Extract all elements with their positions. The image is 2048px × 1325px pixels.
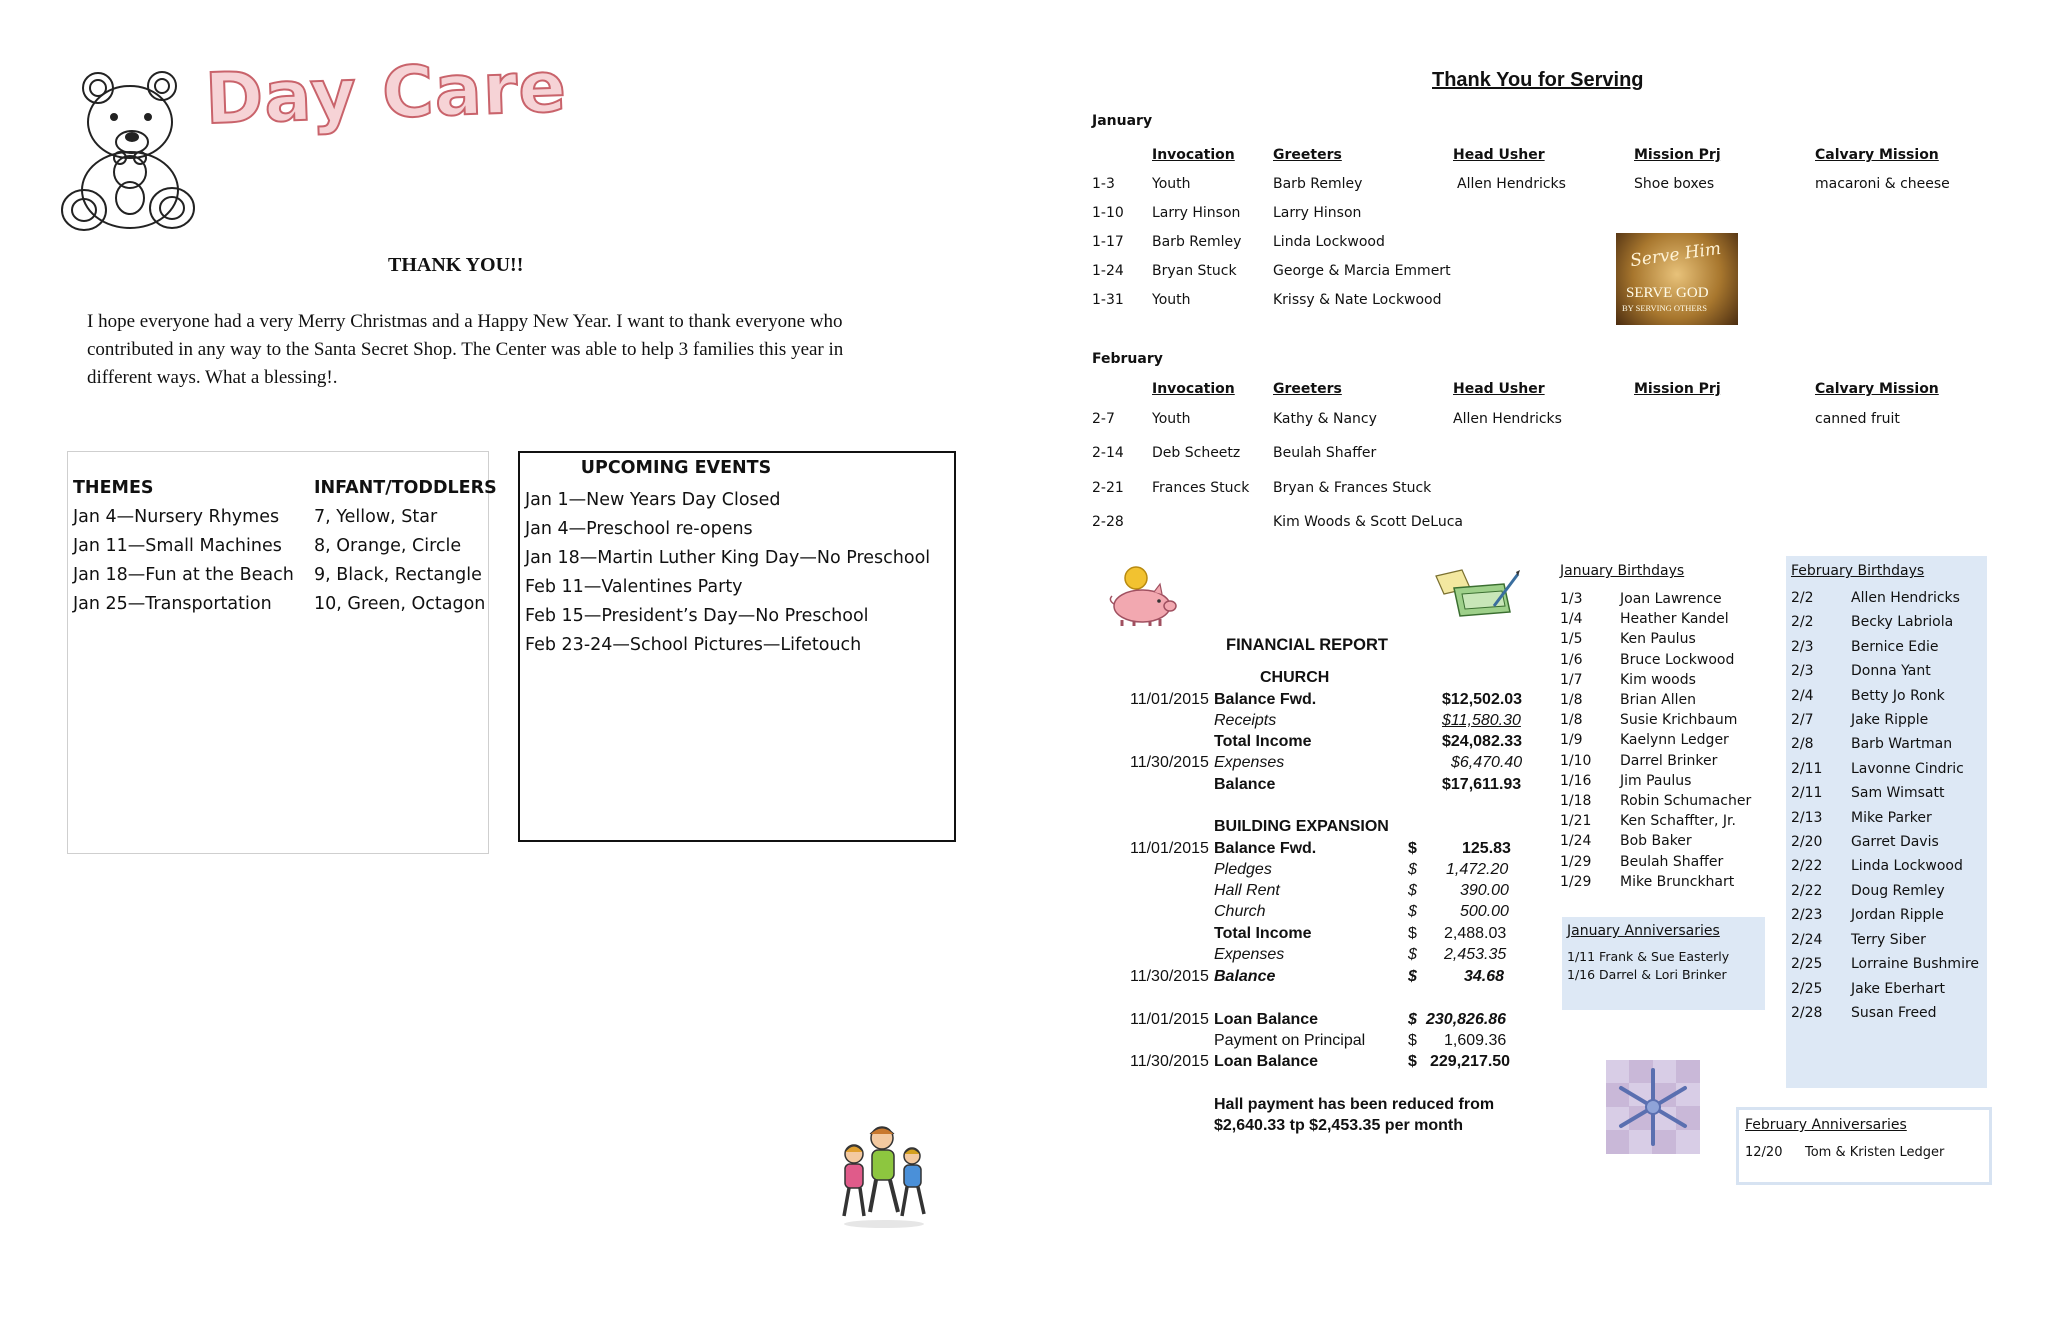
birthday-row [1791,830,1979,854]
birthday-row [1560,670,1751,690]
currency-sign: $ [1408,946,1417,963]
church-balance-value: $17,611.93 [1442,776,1522,793]
jan-row-greeters: George & Marcia Emmert [1273,263,1451,279]
currency-sign: $ [1408,861,1417,878]
birthday-row [1791,879,1979,903]
feb-row-invocation: Frances Stuck [1152,480,1250,496]
church-date-start: 11/01/2015 [1130,691,1209,708]
birthday-date: 2/25 [1791,956,1823,973]
birthday-name: Linda Lockwood [1851,858,1963,875]
jan-row-invocation: Barb Remley [1152,234,1242,250]
february-anniversaries-title: February Anniversaries [1745,1117,1907,1133]
jan-row-greeters: Barb Remley [1273,176,1363,192]
birthday-row [1560,730,1751,750]
building-row-value: 2,453.35 [1444,946,1507,963]
building-row-label: Expenses [1214,946,1285,963]
birthday-name: Allen Hendricks [1851,590,1960,606]
birthday-date: 1/7 [1560,671,1583,688]
running-kids-illustration [832,1124,932,1230]
infant-item: 8, Orange, Circle [314,536,462,556]
birthday-name: Donna Yant [1851,663,1931,680]
birthday-row [1560,811,1751,831]
birthday-date: 1/21 [1560,813,1592,830]
birthday-row [1791,781,1979,805]
jan-row-invocation: Bryan Stuck [1152,263,1237,279]
birthday-date: 1/24 [1560,833,1592,850]
jan-row-greeters: Larry Hinson [1273,205,1362,221]
birthday-date: 1/4 [1560,611,1583,628]
loan-balance-start-value: 230,826.86 [1426,1011,1507,1028]
feb-row-invocation: Deb Scheetz [1152,445,1241,461]
feb-row-greeters: Kim Woods & Scott DeLuca [1273,514,1463,530]
jan-row-greeters: Linda Lockwood [1273,234,1385,250]
birthday-date: 2/22 [1791,882,1823,899]
birthday-row [1791,854,1979,878]
feb-row-calvary: canned fruit [1815,411,1900,427]
loan-date-start: 11/01/2015 [1130,1011,1209,1028]
theme-item: Jan 18—Fun at the Beach [73,565,294,585]
birthday-name: Jake Ripple [1851,712,1929,729]
jan-row-invocation: Larry Hinson [1152,205,1241,221]
building-row-value: 390.00 [1460,882,1509,899]
jan-row-mission: Shoe boxes [1634,176,1715,192]
building-row-label: Total Income [1214,925,1312,942]
birthday-date: 2/4 [1791,687,1814,704]
birthday-row [1560,710,1751,730]
theme-item: Jan 25—Transportation [73,594,272,614]
anniversary-item: 1/11 Frank & Sue Easterly [1567,949,1730,964]
february-birthdays-title: February Birthdays [1791,563,1925,579]
feb-row-usher: Allen Hendricks [1453,411,1562,427]
infant-header: INFANT/TODDLERS [314,478,497,498]
birthday-row [1560,650,1751,670]
birthday-date: 1/18 [1560,793,1592,810]
building-row-value: 2,488.03 [1444,925,1507,942]
feb-row-invocation: Youth [1152,411,1191,427]
jan-row-usher: Allen Hendricks [1457,176,1566,192]
church-total-income-label: Total Income [1214,733,1312,750]
birthday-row [1560,609,1751,629]
feb-row-date: 2-7 [1092,411,1115,427]
feb-row-greeters: Bryan & Frances Stuck [1273,480,1432,496]
birthday-name: Bruce Lockwood [1620,651,1735,668]
birthday-row [1560,629,1751,649]
hall-payment-note-line2: $2,640.33 tp $2,453.35 per month [1214,1117,1464,1134]
birthday-row [1791,610,1979,634]
january-anniversaries-title: January Anniversaries [1567,923,1720,939]
birthday-name: Susie Krichbaum [1620,712,1738,729]
events-title: UPCOMING EVENTS [580,458,772,478]
birthday-name: Susan Freed [1851,1004,1937,1021]
birthday-name: Brian Allen [1620,692,1696,709]
birthday-row [1791,928,1979,952]
money-icon [1432,566,1524,622]
building-row-value: 1,472.20 [1446,861,1509,878]
event-item: Jan 1—New Years Day Closed [525,490,781,510]
february-birthdays-panel [1786,556,1987,1088]
payment-principal-label: Payment on Principal [1214,1032,1366,1049]
birthday-name: Joan Lawrence [1620,591,1722,607]
birthday-date: 2/28 [1791,1004,1823,1021]
serving-others-text: BY SERVING OTHERS [1622,303,1707,313]
birthday-date: 2/20 [1791,834,1823,851]
theme-item: Jan 4—Nursery Rhymes [73,507,280,527]
birthday-row [1791,635,1979,659]
jan-row-invocation: Youth [1152,292,1191,308]
building-row-label: Church [1214,903,1266,920]
loan-balance-label: Loan Balance [1214,1011,1319,1028]
birthday-name: Mike Brunckhart [1620,873,1735,890]
infant-column [314,474,497,619]
birthday-name: Robin Schumacher [1620,793,1752,810]
daycare-title: Day Care [203,45,569,141]
building-row-label: Balance [1214,968,1276,985]
birthday-row [1560,852,1751,872]
february-birthdays-list [1791,586,1979,1025]
col-invocation: Invocation [1152,147,1235,163]
currency-sign: $ [1408,882,1417,899]
building-row-label: Hall Rent [1214,882,1280,899]
jan-row-invocation: Youth [1152,176,1191,192]
birthday-row [1791,708,1979,732]
currency-sign: $ [1408,840,1417,857]
building-date-end: 11/30/2015 [1130,968,1209,985]
birthday-name: Beulah Shaffer [1620,853,1724,870]
anniversary-item: 1/16 Darrel & Lori Brinker [1567,967,1727,982]
loan-balance-label: Loan Balance [1214,1053,1319,1070]
birthday-name: Terry Siber [1851,931,1926,948]
birthday-name: Ken Paulus [1620,631,1696,648]
birthday-row [1560,589,1751,609]
birthday-name: Barb Wartman [1851,736,1953,753]
birthday-row [1791,952,1979,976]
thankyou-heading: THANK YOU!! [388,254,524,276]
jan-row-date: 1-10 [1092,205,1124,221]
upcoming-events-box [518,451,956,842]
event-item: Feb 15—President’s Day—No Preschool [525,606,869,626]
col-calvary-mission: Calvary Mission [1815,381,1939,397]
building-row-value: 125.83 [1462,840,1511,857]
birthday-date: 1/29 [1560,873,1592,890]
snowflake-quilt-icon [1606,1060,1700,1154]
event-item: Jan 18—Martin Luther King Day—No Preschool [525,548,931,568]
loan-balance-end-value: 229,217.50 [1430,1053,1511,1070]
birthday-row [1791,977,1979,1001]
jan-row-date: 1-3 [1092,176,1115,192]
event-item: Feb 11—Valentines Party [525,577,743,597]
feb-row-greeters: Beulah Shaffer [1273,445,1377,461]
birthday-date: 2/25 [1791,980,1823,997]
feb-row-greeters: Kathy & Nancy [1273,411,1377,427]
col-greeters: Greeters [1273,381,1342,397]
birthday-name: Jim Paulus [1620,772,1692,789]
church-receipts-label: Receipts [1214,712,1277,729]
loan-date-end: 11/30/2015 [1130,1053,1209,1070]
birthday-name: Garret Davis [1851,834,1939,851]
teddy-bear-illustration [58,62,198,237]
anniversary-date: 12/20 [1745,1145,1783,1160]
building-row-label: Pledges [1214,861,1272,878]
jan-row-greeters: Krissy & Nate Lockwood [1273,292,1442,308]
january-birthdays-list [1560,589,1751,892]
birthday-name: Lavonne Cindric [1851,760,1964,777]
january-anniversaries-panel [1562,917,1765,1010]
currency-sign: $ [1408,1032,1417,1049]
anniversary-name: Tom & Kristen Ledger [1805,1145,1945,1160]
themes-box [67,451,497,854]
building-heading: BUILDING EXPANSION [1214,818,1389,835]
themes-header: THEMES [73,478,154,498]
birthday-row [1560,831,1751,851]
birthday-date: 2/3 [1791,663,1814,680]
jan-row-date: 1-31 [1092,292,1124,308]
building-row-value: 34.68 [1464,968,1505,985]
jan-row-date: 1-17 [1092,234,1124,250]
birthday-name: Betty Jo Ronk [1851,687,1945,704]
currency-sign: $ [1408,925,1417,942]
jan-row-calvary: macaroni & cheese [1815,176,1950,192]
birthday-date: 1/10 [1560,752,1592,769]
birthday-date: 2/22 [1791,858,1823,875]
birthday-row [1791,903,1979,927]
building-row-label: Balance Fwd. [1214,840,1317,857]
birthday-name: Bob Baker [1620,833,1692,850]
birthday-name: Doug Remley [1851,882,1945,899]
church-expenses-label: Expenses [1214,754,1285,771]
church-heading: CHURCH [1260,669,1330,686]
birthday-date: 2/24 [1791,931,1823,948]
birthday-row [1791,806,1979,830]
building-date-start: 11/01/2015 [1130,840,1209,857]
birthday-date: 2/8 [1791,736,1814,753]
col-invocation: Invocation [1152,381,1235,397]
col-calvary-mission: Calvary Mission [1815,147,1939,163]
birthday-name: Ken Schaffter, Jr. [1620,813,1736,830]
january-birthdays-title: January Birthdays [1560,563,1685,579]
serve-god-image [1616,233,1738,325]
birthday-date: 2/3 [1791,638,1814,655]
infant-item: 7, Yellow, Star [314,507,438,527]
birthday-row [1560,872,1751,892]
church-balance-label: Balance [1214,776,1276,793]
col-greeters: Greeters [1273,147,1342,163]
currency-sign: $ [1408,903,1417,920]
birthday-row [1791,586,1979,610]
birthday-date: 2/2 [1791,590,1814,606]
birthday-date: 1/29 [1560,853,1592,870]
hall-payment-note-line1: Hall payment has been reduced from [1214,1096,1495,1113]
birthday-date: 1/16 [1560,772,1592,789]
birthday-name: Kim woods [1620,671,1696,688]
birthday-name: Mike Parker [1851,809,1932,826]
birthday-row [1791,757,1979,781]
currency-sign: $ [1408,1053,1417,1070]
birthday-date: 1/6 [1560,651,1583,668]
birthday-name: Becky Labriola [1851,614,1954,631]
financial-report-title: FINANCIAL REPORT [1226,636,1388,654]
feb-row-date: 2-21 [1092,480,1124,496]
birthday-name: Bernice Edie [1851,638,1939,655]
col-mission-prj: Mission Prj [1634,381,1721,397]
serving-title: Thank You for Serving [1432,69,1644,91]
birthday-date: 1/9 [1560,732,1583,749]
col-mission-prj: Mission Prj [1634,147,1721,163]
february-anniversaries-panel [1736,1107,1992,1185]
birthday-date: 2/11 [1791,760,1823,777]
church-expenses-value: $6,470.40 [1451,754,1523,771]
birthday-row [1560,751,1751,771]
birthday-name: Jordan Ripple [1851,907,1944,924]
birthday-row [1560,771,1751,791]
birthday-row [1560,690,1751,710]
birthday-date: 1/3 [1560,591,1583,607]
church-date-end: 11/30/2015 [1130,754,1209,771]
feb-row-date: 2-28 [1092,514,1124,530]
birthday-row [1791,684,1979,708]
birthday-row [1560,791,1751,811]
infant-item: 10, Green, Octagon [314,594,486,614]
themes-column [73,474,294,619]
building-row-value: 500.00 [1460,903,1509,920]
birthday-row [1791,1001,1979,1025]
birthday-date: 1/5 [1560,631,1583,648]
col-head-usher: Head Usher [1453,381,1545,397]
currency-sign: $ [1408,968,1417,985]
birthday-name: Heather Kandel [1620,611,1729,628]
birthday-row [1791,732,1979,756]
church-total-income-value: $24,082.33 [1442,733,1523,750]
payment-principal-value: 1,609.36 [1444,1032,1507,1049]
theme-item: Jan 11—Small Machines [73,536,282,556]
serve-god-text: SERVE GOD [1626,285,1709,301]
currency-sign: $ [1408,1011,1417,1028]
birthday-date: 2/23 [1791,907,1823,924]
piggy-bank-icon [1104,566,1180,628]
intro-paragraph: I hope everyone had a very Merry Christmas and a Happy New Year. I want to thank everyone who contributed in any way to the Santa Secret Shop. The Center was able to help 3 families this year in different ways. What a blessing!. [87,311,844,388]
church-balance-fwd-label: Balance Fwd. [1214,691,1317,708]
events-list [525,486,930,660]
birthday-name: Sam Wimsatt [1851,785,1945,802]
jan-row-date: 1-24 [1092,263,1124,279]
birthday-date: 1/8 [1560,692,1583,709]
birthday-name: Kaelynn Ledger [1620,732,1729,749]
infant-item: 9, Black, Rectangle [314,565,482,585]
church-receipts-value: $11,580.30 [1442,712,1521,729]
birthday-date: 2/7 [1791,712,1814,729]
birthday-date: 2/2 [1791,614,1814,631]
event-item: Jan 4—Preschool re-opens [525,519,753,539]
church-balance-fwd-value: $12,502.03 [1442,691,1523,708]
serve-him-script: Serve Him [1629,238,1723,272]
col-head-usher: Head Usher [1453,147,1545,163]
birthday-name: Lorraine Bushmire [1851,956,1980,973]
birthday-date: 2/13 [1791,809,1823,826]
january-label: January [1092,113,1153,129]
birthday-name: Darrel Brinker [1620,752,1718,769]
feb-row-date: 2-14 [1092,445,1124,461]
birthday-row [1791,659,1979,683]
birthday-name: Jake Eberhart [1851,980,1945,997]
february-label: February [1092,351,1163,367]
event-item: Feb 23-24—School Pictures—Lifetouch [525,635,862,655]
birthday-date: 2/11 [1791,785,1823,802]
birthday-date: 1/8 [1560,712,1583,729]
